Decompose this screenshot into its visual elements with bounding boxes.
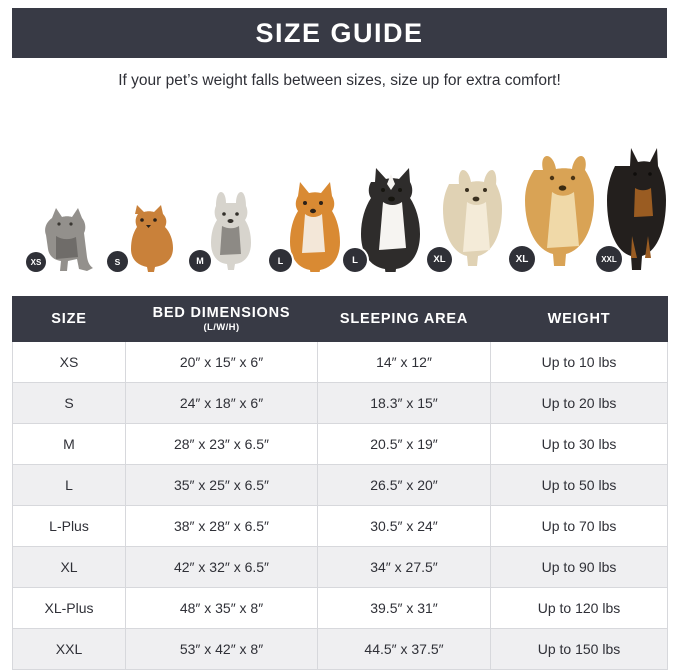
cell-dimensions: 42″ x 32″ x 6.5″ bbox=[126, 547, 318, 588]
cell-size: XS bbox=[13, 342, 126, 383]
size-table-wrapper bbox=[12, 296, 667, 670]
pet-figure-l-plus bbox=[350, 164, 436, 272]
column-header-weight bbox=[491, 297, 668, 342]
cell-dimensions: 38″ x 28″ x 6.5″ bbox=[126, 506, 318, 547]
column-header-size bbox=[13, 297, 126, 342]
size-badge-m: M bbox=[189, 250, 211, 272]
cell-sleeping-area: 30.5″ x 24″ bbox=[318, 506, 491, 547]
size-badge-xs: XS bbox=[26, 252, 46, 272]
cell-sleeping-area: 14″ x 12″ bbox=[318, 342, 491, 383]
pet-figure-s bbox=[112, 200, 182, 272]
cell-sleeping-area: 26.5″ x 20″ bbox=[318, 465, 491, 506]
golden-retriever-silhouette bbox=[515, 150, 605, 272]
pet-figure-xl-plus bbox=[516, 150, 608, 272]
cell-sleeping-area: 18.3″ x 15″ bbox=[318, 383, 491, 424]
column-header-sleeping-area-label: SLEEPING AREA bbox=[339, 311, 469, 327]
size-badge-s: S bbox=[107, 251, 128, 272]
table-row bbox=[13, 465, 668, 506]
cell-size: M bbox=[13, 424, 126, 465]
size-table bbox=[12, 296, 668, 670]
table-row bbox=[13, 629, 668, 670]
shiba-inu-silhouette bbox=[278, 178, 348, 272]
cell-sleeping-area: 44.5″ x 37.5″ bbox=[318, 629, 491, 670]
cell-dimensions: 48″ x 35″ x 8″ bbox=[126, 588, 318, 629]
cell-weight: Up to 150 lbs bbox=[491, 629, 668, 670]
cell-size: XXL bbox=[13, 629, 126, 670]
cell-dimensions: 20″ x 15″ x 6″ bbox=[126, 342, 318, 383]
column-header-bed-dimensions bbox=[126, 297, 318, 342]
column-header-size-label: SIZE bbox=[51, 311, 87, 327]
table-row bbox=[13, 342, 668, 383]
column-header-weight-label: WEIGHT bbox=[547, 311, 611, 327]
labrador-silhouette bbox=[433, 162, 515, 272]
pet-figure-l bbox=[274, 178, 352, 272]
pomeranian-silhouette bbox=[115, 200, 179, 272]
cell-dimensions: 53″ x 42″ x 8″ bbox=[126, 629, 318, 670]
cell-dimensions: 24″ x 18″ x 6″ bbox=[126, 383, 318, 424]
cell-weight: Up to 10 lbs bbox=[491, 342, 668, 383]
size-badge-l: L bbox=[269, 249, 292, 272]
cell-size: XL-Plus bbox=[13, 588, 126, 629]
table-row bbox=[13, 383, 668, 424]
pet-figure-m bbox=[194, 190, 266, 272]
size-table-head bbox=[13, 297, 668, 342]
pet-figure-xl bbox=[434, 162, 518, 272]
size-table-body bbox=[13, 342, 668, 670]
french-bulldog-silhouette bbox=[198, 190, 262, 272]
cell-size: L bbox=[13, 465, 126, 506]
table-row bbox=[13, 506, 668, 547]
header-bar bbox=[12, 8, 667, 58]
size-badge-xl-plus: XL bbox=[509, 246, 535, 272]
table-row bbox=[13, 588, 668, 629]
cell-weight: Up to 70 lbs bbox=[491, 506, 668, 547]
table-row bbox=[13, 424, 668, 465]
cell-sleeping-area: 34″ x 27.5″ bbox=[318, 547, 491, 588]
size-badge-l-plus: L bbox=[343, 248, 367, 272]
page-title: SIZE GUIDE bbox=[255, 17, 424, 48]
border-collie-silhouette bbox=[353, 164, 433, 272]
pet-figure-xs bbox=[30, 206, 100, 272]
doberman-silhouette bbox=[601, 144, 670, 272]
cell-sleeping-area: 39.5″ x 31″ bbox=[318, 588, 491, 629]
cell-dimensions: 35″ x 25″ x 6.5″ bbox=[126, 465, 318, 506]
cell-size: S bbox=[13, 383, 126, 424]
cell-weight: Up to 20 lbs bbox=[491, 383, 668, 424]
cell-weight: Up to 90 lbs bbox=[491, 547, 668, 588]
pet-figure-xxl bbox=[602, 144, 672, 272]
cell-sleeping-area: 20.5″ x 19″ bbox=[318, 424, 491, 465]
size-badge-xxl: XXL bbox=[596, 246, 622, 272]
cell-weight: Up to 120 lbs bbox=[491, 588, 668, 629]
cat-silhouette bbox=[30, 206, 96, 272]
cell-size: L-Plus bbox=[13, 506, 126, 547]
cell-size: XL bbox=[13, 547, 126, 588]
table-row bbox=[13, 547, 668, 588]
subtitle-text: If your pet’s weight falls between sizes, size up for extra comfort! bbox=[118, 72, 561, 89]
column-header-sleeping-area bbox=[318, 297, 491, 342]
column-header-bed-dimensions-label: BED DIMENSIONS bbox=[152, 305, 291, 321]
cell-dimensions: 28″ x 23″ x 6.5″ bbox=[126, 424, 318, 465]
cell-weight: Up to 50 lbs bbox=[491, 465, 668, 506]
size-badge-xl: XL bbox=[427, 247, 452, 272]
cell-weight: Up to 30 lbs bbox=[491, 424, 668, 465]
pet-silhouette-row bbox=[12, 132, 667, 272]
table-header-row bbox=[13, 297, 668, 342]
column-header-bed-dimensions-sub: (L/W/H) bbox=[203, 322, 240, 333]
